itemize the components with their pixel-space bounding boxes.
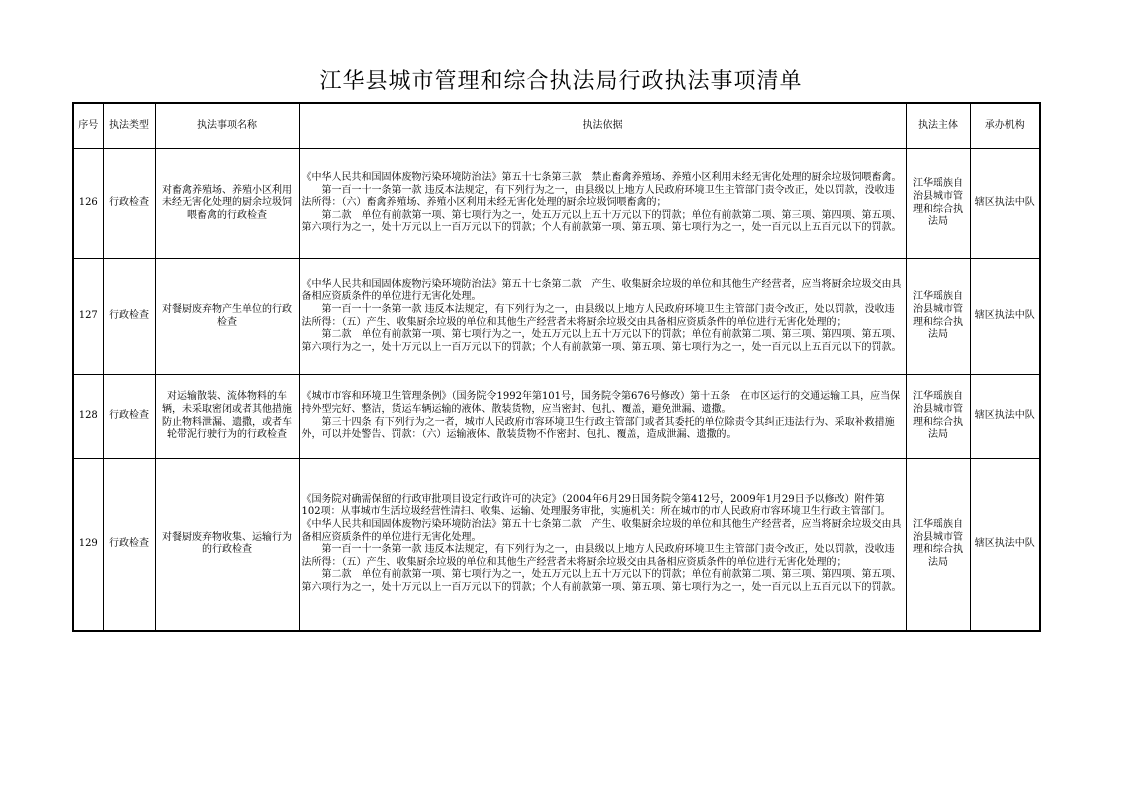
header-subject: 执法主体 [906, 103, 970, 149]
handling-office: 辖区执法中队 [970, 259, 1040, 375]
enforcement-matters-table [72, 102, 1041, 632]
legal-basis-paragraph: 第一百一十一条第一款 违反本法规定，有下列行为之一，由县级以上地方人民政府环境卫生主管部门责令改正，处以罚款，没收违法所得：（五）产生、收集厨余垃圾的单位和其他生产经营者未将厨余垃圾交由具备相应资质条件的单位进行无害化处理的； [301, 544, 895, 568]
header-no: 序号 [73, 103, 103, 149]
legal-basis-paragraph: 第一百一十一条第一款 违反本法规定，有下列行为之一，由县级以上地方人民政府环境卫生主管部门责令改正，处以罚款，没收违法所得：（六）畜禽养殖场、养殖小区利用未经无害化处理的厨余垃圾饲喂畜禽的； [301, 184, 895, 209]
legal-basis-paragraph: 第三十四条 有下列行为之一者，城市人民政府市容环境卫生行政主管部门或者其委托的单位除责令其纠正违法行为、采取补救措施外，可以并处警告、罚款：（六）运输液体、散装货物不作密封、包扎、覆盖，造成泄漏、遗撒的。 [301, 416, 895, 441]
matter-name: 对畜禽养殖场、养殖小区利用未经无害化处理的厨余垃圾饲喂畜禽的行政检查 [155, 149, 299, 259]
handling-office: 辖区执法中队 [970, 459, 1040, 631]
handling-office: 辖区执法中队 [970, 149, 1040, 259]
enforcement-type: 行政检查 [103, 375, 155, 459]
legal-basis-paragraph: 《国务院对确需保留的行政审批项目设定行政许可的决定》（2004年6月29日国务院令第412号，2009年1月29日予以修改）附件第102项：从事城市生活垃圾经营性清扫、收集、运输、处理服务审批，实施机关：所在城市的市人民政府市容环境卫生行政主管部门。 [301, 493, 891, 518]
page-title: 江华县城市管理和综合执法局行政执法事项清单 [319, 69, 803, 94]
header-name: 执法事项名称 [155, 103, 299, 149]
legal-basis-paragraph: 第二款 单位有前款第一项、第七项行为之一，处五万元以上五十万元以下的罚款；单位有前款第二项、第三项、第四项、第五项、第六项行为之一，处十万元以上一百万元以下的罚款；个人有前款第一项、第五项、第七项行为之一，处一百元以上五百元以下的罚款。 [301, 209, 902, 234]
matter-name: 对运输散装、流体物料的车辆，未采取密闭或者其他措施防止物料泄漏、遗撒，或者车轮带泥行驶行为的行政检查 [155, 375, 299, 459]
legal-basis-paragraph: 《中华人民共和国固体废物污染环境防治法》第五十七条第三款 禁止畜禽养殖场、养殖小区利用未经无害化处理的厨余垃圾饲喂畜禽。 [301, 172, 902, 184]
legal-basis-paragraph: 《中华人民共和国固体废物污染环境防治法》第五十七条第二款 产生、收集厨余垃圾的单位和其他生产经营者，应当将厨余垃圾交由具备相应资质条件的单位进行无害化处理。 [301, 278, 902, 303]
matter-name: 对餐厨废弃物产生单位的行政检查 [155, 259, 299, 375]
enforcement-subject: 江华瑶族自治县城市管理和综合执法局 [906, 375, 970, 459]
enforcement-subject: 江华瑶族自治县城市管理和综合执法局 [906, 259, 970, 375]
legal-basis [299, 375, 906, 459]
legal-basis-paragraph: 第二款 单位有前款第一项、第七项行为之一，处五万元以上五十万元以下的罚款；单位有前款第二项、第三项、第四项、第五项、第六项行为之一，处十万元以上一百万元以下的罚款；个人有前款第一项、第五项、第七项行为之一，处一百元以上五百元以下的罚款。 [301, 329, 902, 353]
table-header-row [73, 103, 1040, 149]
legal-basis [299, 259, 906, 375]
legal-basis-paragraph: 第二款 单位有前款第一项、第七项行为之一，处五万元以上五十万元以下的罚款；单位有前款第二项、第三项、第四项、第五项、第六项行为之一，处十万元以上一百万元以下的罚款；个人有前款第一项、第五项、第七项行为之一，处一百元以上五百元以下的罚款。 [301, 569, 902, 594]
table-row [73, 149, 1040, 259]
row-number: 127 [73, 259, 103, 375]
enforcement-subject: 江华瑶族自治县城市管理和综合执法局 [906, 459, 970, 631]
table-row [73, 259, 1040, 375]
legal-basis [299, 459, 906, 631]
header-basis: 执法依据 [299, 103, 906, 149]
legal-basis-paragraph: 第一百一十一条第一款 违反本法规定，有下列行为之一，由县级以上地方人民政府环境卫生主管部门责令改正，处以罚款，没收违法所得：（五）产生、收集厨余垃圾的单位和其他生产经营者未将厨余垃圾交由具备相应资质条件的单位进行无害化处理的； [301, 303, 895, 328]
table-row [73, 375, 1040, 459]
row-number: 129 [73, 459, 103, 631]
enforcement-type: 行政检查 [103, 259, 155, 375]
header-type: 执法类型 [103, 103, 155, 149]
table-row [73, 459, 1040, 631]
legal-basis-paragraph: 《城市市容和环境卫生管理条例》（国务院令1992年第101号，国务院令第676号修改）第十五条 在市区运行的交通运输工具，应当保持外型完好、整洁，货运车辆运输的液体、散装货物，应当密封、包扎、覆盖，避免泄漏、遗撒。 [301, 391, 901, 415]
handling-office: 辖区执法中队 [970, 375, 1040, 459]
matter-name: 对餐厨废弃物收集、运输行为的行政检查 [155, 459, 299, 631]
row-number: 126 [73, 149, 103, 259]
legal-basis-paragraph: 《中华人民共和国固体废物污染环境防治法》第五十七条第二款 产生、收集厨余垃圾的单位和其他生产经营者，应当将厨余垃圾交由具备相应资质条件的单位进行无害化处理。 [301, 519, 902, 543]
header-office: 承办机构 [970, 103, 1040, 149]
row-number: 128 [73, 375, 103, 459]
enforcement-subject: 江华瑶族自治县城市管理和综合执法局 [906, 149, 970, 259]
enforcement-type: 行政检查 [103, 459, 155, 631]
legal-basis [299, 149, 906, 259]
enforcement-type: 行政检查 [103, 149, 155, 259]
